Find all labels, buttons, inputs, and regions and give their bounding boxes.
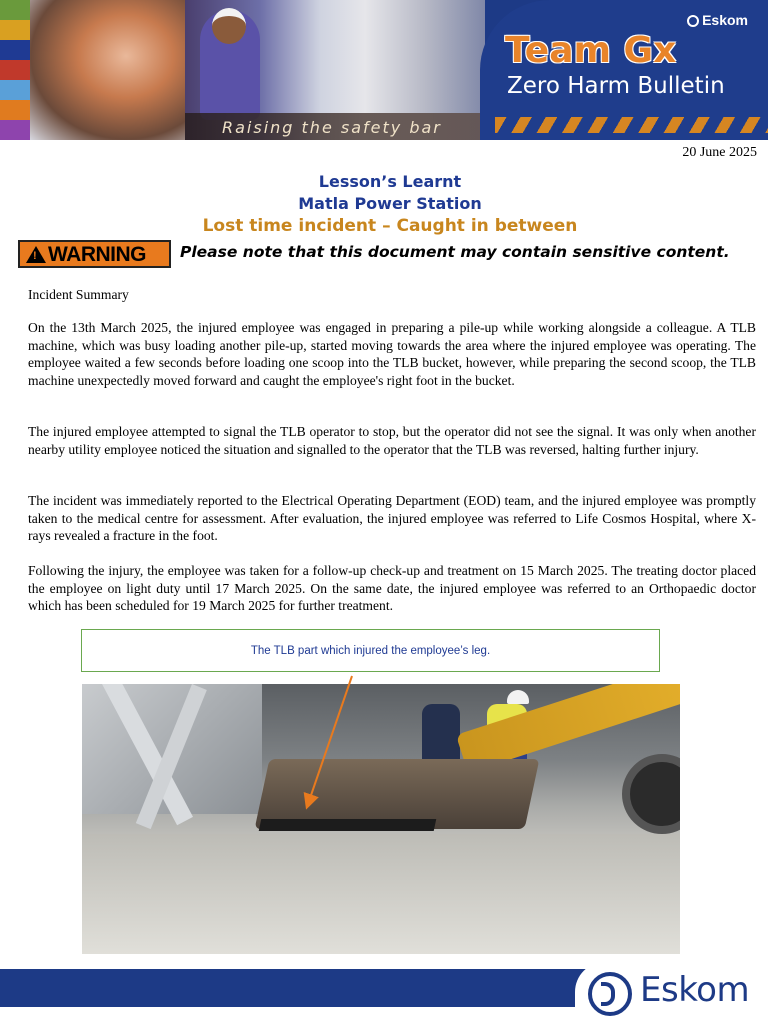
paragraph-2: The injured employee attempted to signal the TLB operator to stop, but the operator did not see the signal. It was only when another nearby utility employee noticed the situation and signalled to the operator that the TLB was reversed, halting further injury. <box>28 424 756 457</box>
figure-caption <box>81 629 660 672</box>
footer-brand: Eskom <box>640 970 750 1010</box>
worker-head <box>212 8 246 44</box>
bulletin-date: 20 June 2025 <box>682 145 757 160</box>
header-brand <box>687 12 748 28</box>
paragraph-1: On the 13th March 2025, the injured employee was engaged in preparing a pile-up while working alongside a colleague. A TLB machine, which was busy loading another pile-up, started moving towards the area where the injured employee was operating. The employee waited a few seconds before loading one scoop into the TLB bucket, however, while preparing the second scoop, the TLB machine unexpectedly moved forward and caught the employee's right foot in the bucket. <box>28 320 756 388</box>
eskom-logo-icon <box>588 972 632 1016</box>
heading-lessons: Lesson’s Learnt <box>318 172 462 191</box>
heading-station: Matla Power Station <box>298 194 482 213</box>
hazard-hatch <box>495 117 768 133</box>
ash-ground <box>82 834 680 954</box>
figure-caption-text: The TLB part which injured the employee’s leg. <box>250 644 491 657</box>
bulletin-subtitle: Zero Harm Bulletin <box>507 73 725 99</box>
paragraph-3: The incident was immediately reported to the Electrical Operating Department (EOD) team, and the injured employee was promptly taken to the medical centre for assessment. After evaluation, the injured employee was referred to Life Cosmos Hospital, where X-rays revealed a fracture in the foot. <box>28 493 756 544</box>
hard-hat <box>507 690 529 704</box>
eskom-logo-icon <box>687 15 699 27</box>
safety-gloves-photo <box>30 0 190 140</box>
color-stripes <box>0 0 30 140</box>
header-brand-text: Eskom <box>702 12 748 28</box>
warning-sign-label: WARNING <box>48 243 146 266</box>
incident-photo <box>82 684 680 954</box>
warning-note: Please note that this document may contain sensitive content. <box>180 243 730 261</box>
incident-summary-label: Incident Summary <box>28 287 129 302</box>
warning-sign <box>18 240 171 268</box>
exclamation-icon: ! <box>33 250 37 262</box>
tlb-bucket-edge <box>259 819 437 831</box>
header-banner <box>0 0 768 140</box>
paragraph-4: Following the injury, the employee was taken for a follow-up check-up and treatment on 15 March 2025. The treating doctor placed the employee on light duty until 17 March 2025. On the same date, the injured employee was referred to an Orthopaedic doctor which has been scheduled for 19 March 2025 for further treatment. <box>28 563 756 614</box>
heading-incident: Lost time incident – Caught in between <box>202 216 578 236</box>
tlb-wheel <box>622 754 680 834</box>
tagline: Raising the safety bar <box>222 118 442 137</box>
bulletin-title: Team Gx <box>505 30 677 71</box>
